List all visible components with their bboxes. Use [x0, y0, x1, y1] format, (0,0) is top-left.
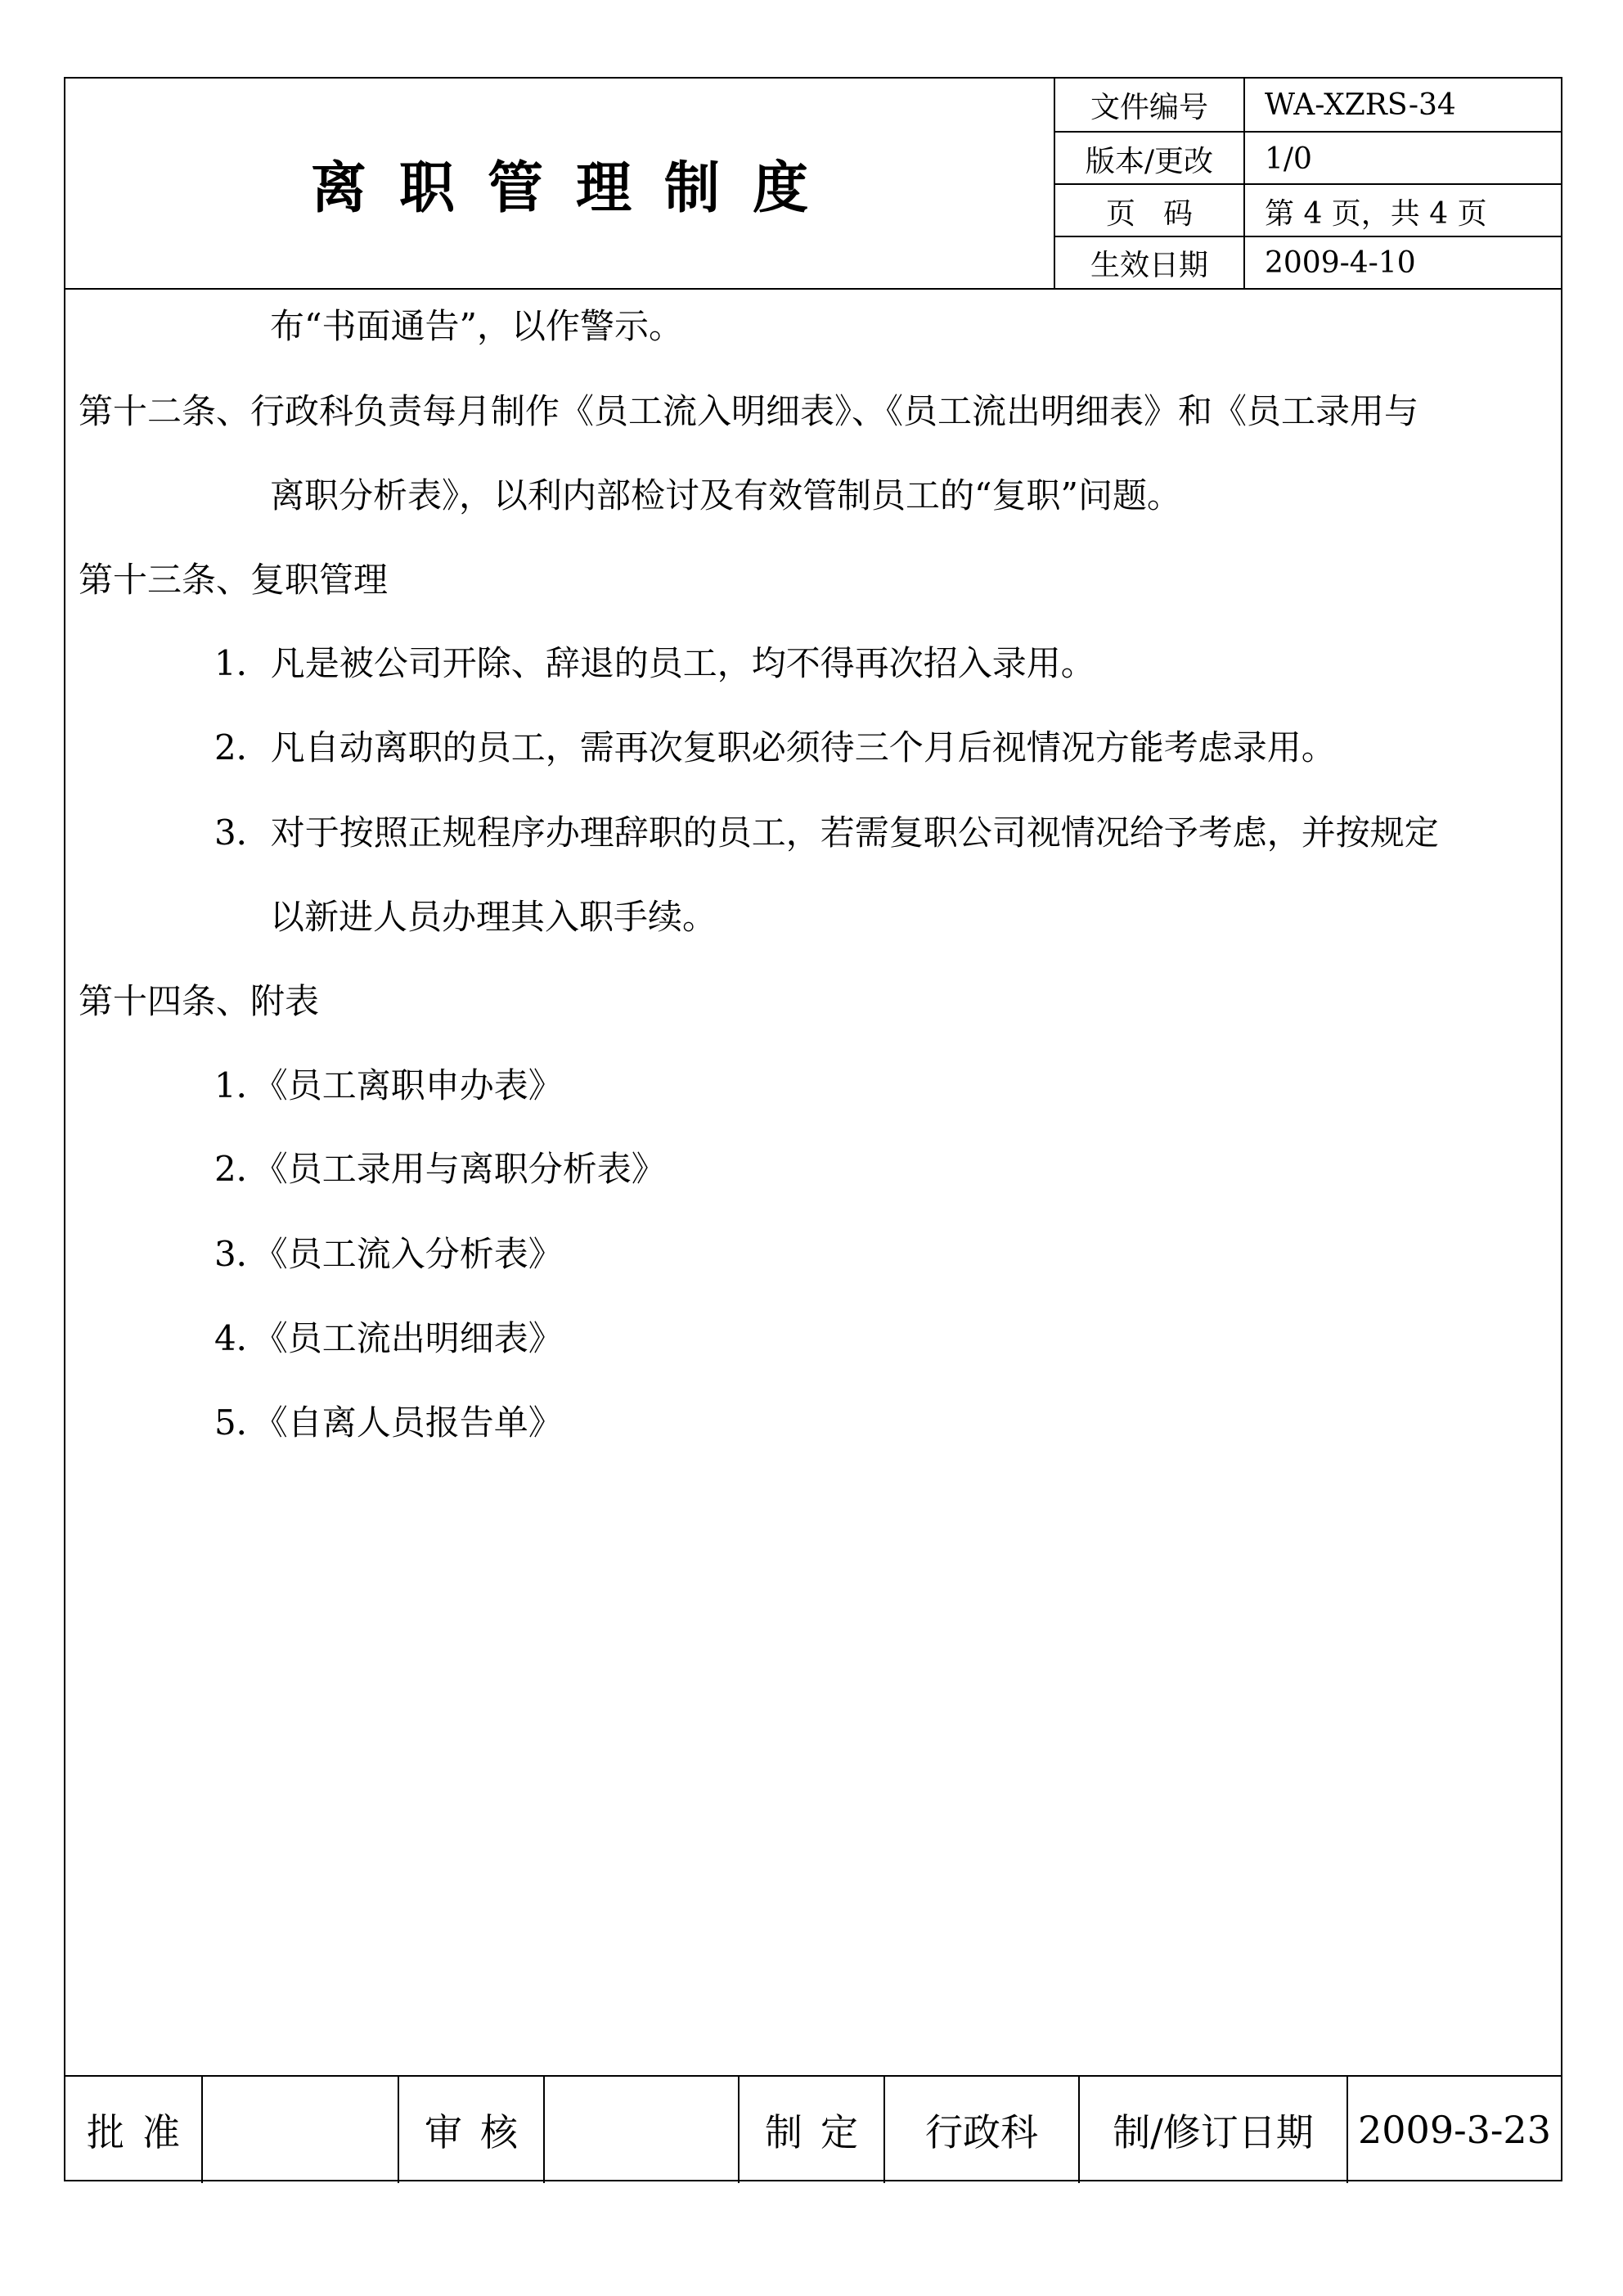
meta-label: 生效日期	[1055, 237, 1245, 288]
article-12: 第十二条、行政科负责每月制作《员工流入明细表》、《员工流出明细表》和《员工录用与	[79, 391, 1419, 431]
list-item: 1．凡是被公司开除、辞退的员工，均不得再次招入录用。	[214, 643, 1095, 683]
meta-row-version	[1055, 131, 1562, 185]
list-item: 1．《员工离职申办表》	[214, 1065, 563, 1105]
meta-row-file-number	[1055, 79, 1562, 131]
approve-label: 批准	[65, 2077, 203, 2183]
list-item: 3．《员工流入分析表》	[214, 1234, 563, 1274]
meta-value: WA-XZRS-34	[1265, 88, 1456, 122]
meta-label: 页码	[1055, 185, 1245, 237]
review-label: 审核	[399, 2077, 545, 2183]
revise-date-value: 2009-3-23	[1358, 2108, 1551, 2152]
document-frame	[64, 77, 1562, 2181]
meta-row-effective-date	[1055, 236, 1562, 288]
meta-row-page	[1055, 183, 1562, 237]
article-13: 第十三条、复职管理	[79, 560, 389, 600]
document-title: 离职管理制度	[310, 155, 841, 221]
list-item: 2．《员工录用与离职分析表》	[214, 1149, 666, 1189]
meta-label: 文件编号	[1055, 79, 1245, 131]
document-header	[65, 79, 1561, 290]
document-meta-table	[1054, 79, 1562, 288]
prepare-value: 行政科	[885, 2077, 1080, 2183]
list-item: 4．《员工流出明细表》	[214, 1318, 563, 1358]
list-item: 3．对于按照正规程序办理辞职的员工，若需复职公司视情况给予考虑，并按规定	[214, 813, 1439, 853]
revise-date-label: 制/修订日期	[1080, 2077, 1348, 2183]
meta-value: 第 4 页，共 4 页	[1265, 196, 1487, 231]
list-item: 5．《自离人员报告单》	[214, 1402, 563, 1443]
text-line: 布“书面通告”，以作警示。	[270, 306, 683, 346]
meta-label: 版本/更改	[1055, 133, 1245, 185]
list-item: 2．凡自动离职的员工，需再次复职必须待三个月后视情况方能考虑录用。	[214, 727, 1336, 768]
review-value	[545, 2077, 740, 2183]
approve-value	[203, 2077, 399, 2183]
article-14: 第十四条、附表	[79, 981, 320, 1021]
prepare-label: 制定	[740, 2077, 885, 2183]
meta-value: 1/0	[1265, 142, 1312, 176]
text-line: 离职分析表》，以利内部检讨及有效管制员工的“复职”问题。	[270, 475, 1181, 515]
text-line: 以新进人员办理其入职手续。	[270, 897, 717, 937]
meta-value: 2009-4-10	[1265, 245, 1416, 280]
signature-table	[65, 2075, 1561, 2183]
